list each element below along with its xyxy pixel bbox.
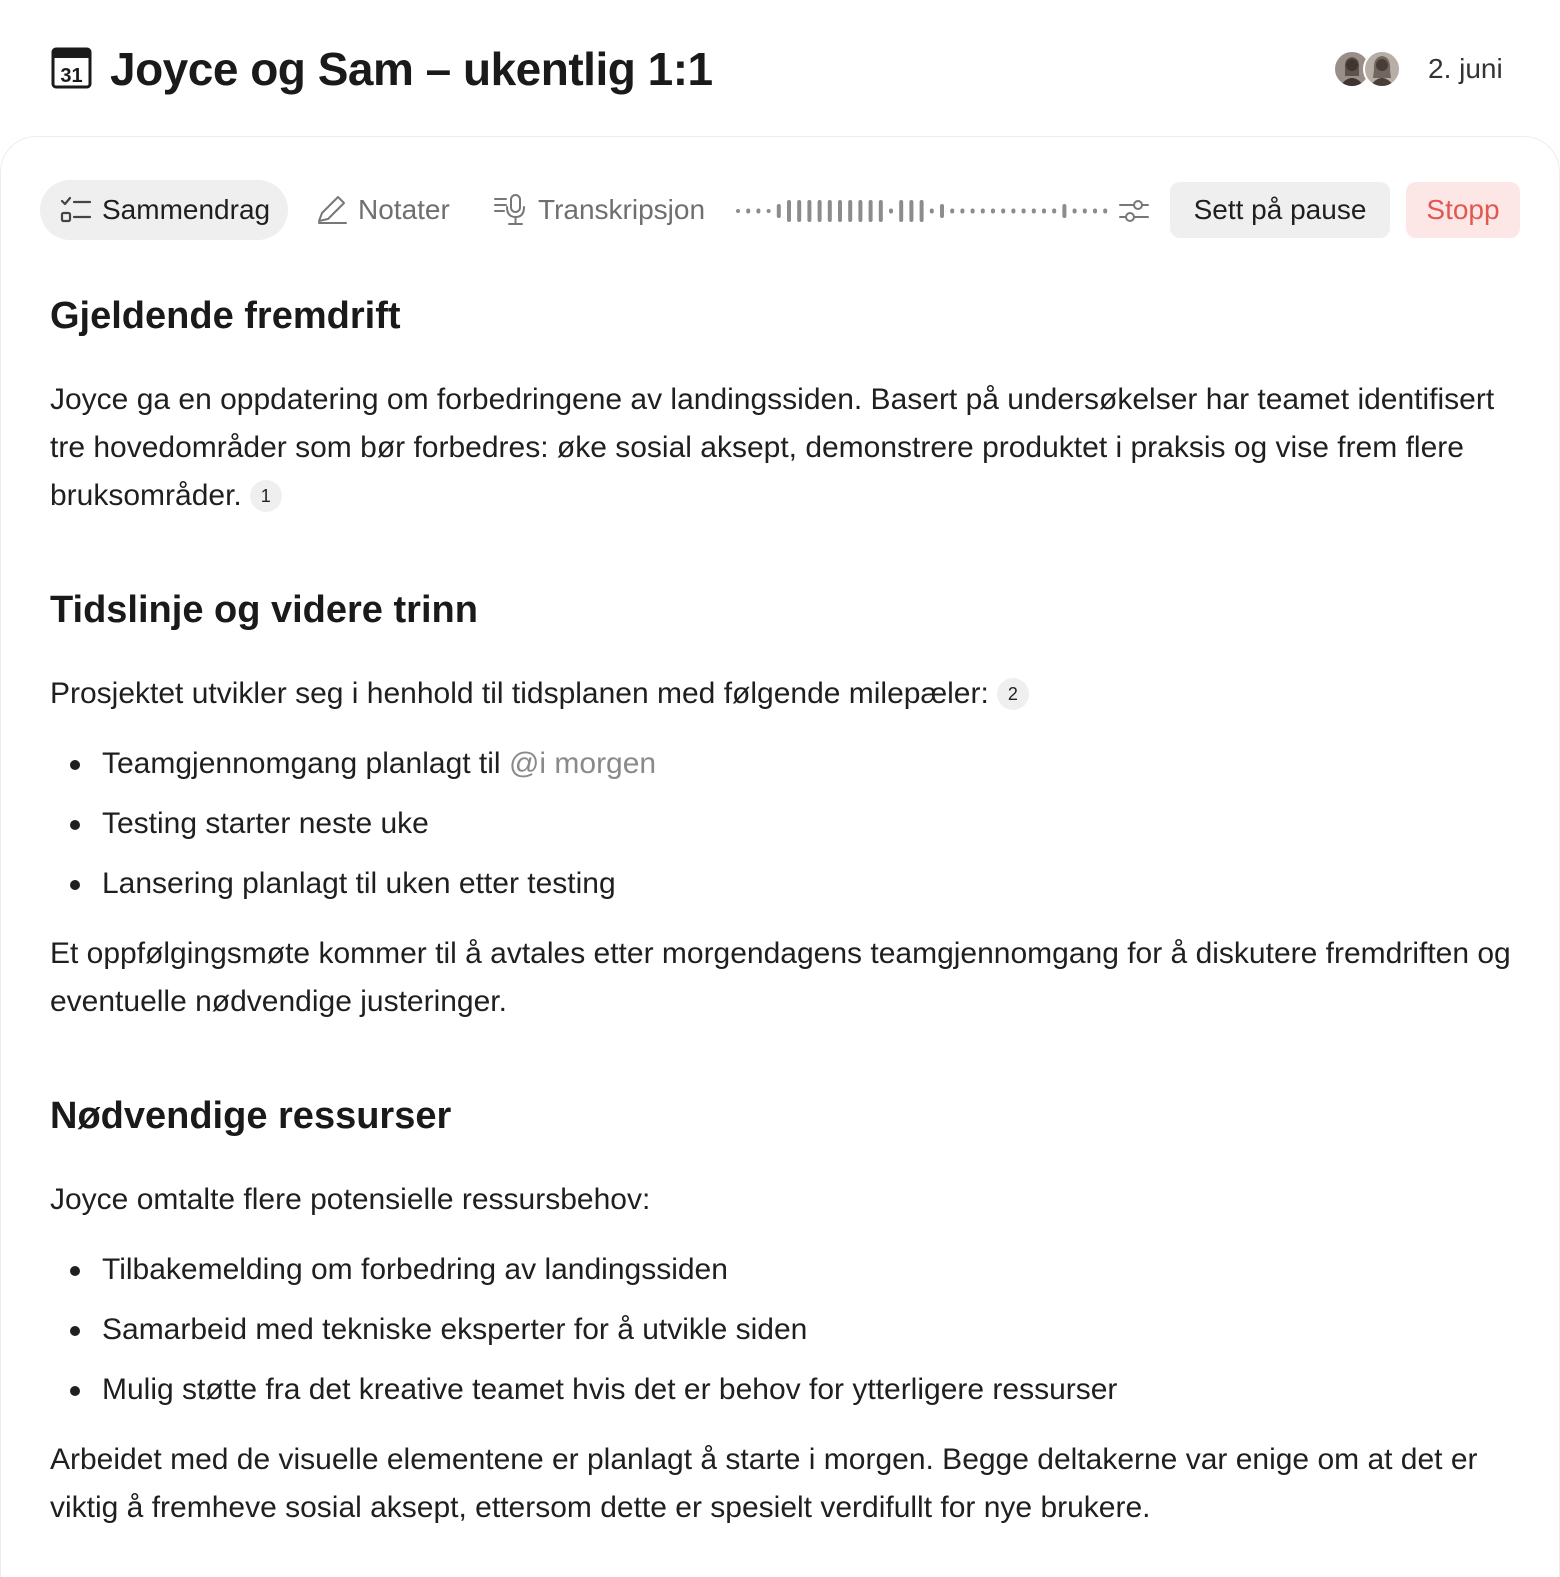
list-item-text: Lansering planlagt til uken etter testing [102, 867, 616, 900]
section-heading-resources: Nødvendige ressurser [50, 1095, 452, 1137]
meeting-date: 2. juni [1428, 53, 1503, 84]
pause-button[interactable]: Sett på pause [1170, 182, 1390, 238]
list-item [50, 854, 1530, 914]
citation-badge[interactable]: 2 [997, 678, 1029, 710]
progress-paragraph [50, 376, 1530, 520]
avatar[interactable] [1363, 50, 1401, 88]
toolbar [0, 180, 1560, 242]
tab-notes-label: Notater [358, 194, 450, 225]
tab-transcript[interactable] [494, 180, 705, 240]
timeline-intro-text: Prosjektet utvikler seg i henhold til tidsplanen med følgende milepæler: [50, 677, 989, 710]
progress-text: Joyce ga en oppdatering om forbedringene av landingssiden. Basert på undersøkelser har teamet identifisert tre hovedområder som bør forbedres: øke sosial aksept, demonstrere produktet i praksis og vise frem flere bruksområder. [50, 383, 1495, 512]
audio-waveform [734, 180, 1114, 240]
calendar-day-text: 31 [60, 65, 83, 87]
pen-icon [316, 195, 348, 225]
timeline-intro [50, 670, 1530, 718]
sliders-icon[interactable] [1118, 196, 1150, 226]
summary-content [50, 286, 1530, 1532]
list-item-text: Samarbeid med tekniske eksperter for å utvikle siden [102, 1313, 808, 1346]
resources-list [50, 1240, 1530, 1420]
list-item [50, 794, 1530, 854]
page-title: Joyce og Sam – ukentlig 1:1 [110, 43, 713, 95]
checklist-icon [60, 196, 92, 224]
tab-summary-label: Sammendrag [102, 194, 271, 225]
tab-notes[interactable] [316, 180, 450, 240]
timeline-list [50, 734, 1530, 914]
citation-badge[interactable]: 1 [250, 480, 282, 512]
tab-transcript-label: Transkripsjon [538, 194, 706, 225]
list-item [50, 1360, 1530, 1420]
list-item-text: Mulig støtte fra det kreative teamet hvis det er behov for ytterligere ressurser [102, 1373, 1118, 1406]
resources-intro: Joyce omtalte flere potensielle ressursbehov: [50, 1183, 651, 1216]
list-item [50, 734, 1530, 794]
section-heading-progress: Gjeldende fremdrift [50, 295, 401, 337]
resources-outro: Arbeidet med de visuelle elementene er planlagt å starte i morgen. Begge deltakerne var enige om at det er viktig å fremheve sosial aksept, ettersom dette er spesielt verdifullt for nye brukere. [50, 1443, 1478, 1524]
timeline-outro: Et oppfølgingsmøte kommer til å avtales etter morgendagens teamgjennomgang for å diskutere fremdriften og eventuelle nødvendige justeringer. [50, 937, 1511, 1018]
list-item [50, 1240, 1530, 1300]
list-item-text: Teamgjennomgang planlagt til [102, 747, 509, 780]
section-heading-timeline: Tidslinje og videre trinn [50, 589, 478, 631]
calendar-icon [50, 46, 94, 92]
participants-avatars[interactable] [1333, 50, 1403, 88]
list-item [50, 1300, 1530, 1360]
tab-summary[interactable] [40, 180, 288, 240]
transcript-mic-icon [494, 194, 528, 226]
stop-button[interactable]: Stopp [1406, 182, 1520, 238]
page-header [0, 0, 1560, 138]
list-item-text: Testing starter neste uke [102, 807, 429, 840]
date-mention[interactable]: @i morgen [508, 747, 657, 780]
list-item-text: Tilbakemelding om forbedring av landingssiden [102, 1253, 728, 1286]
